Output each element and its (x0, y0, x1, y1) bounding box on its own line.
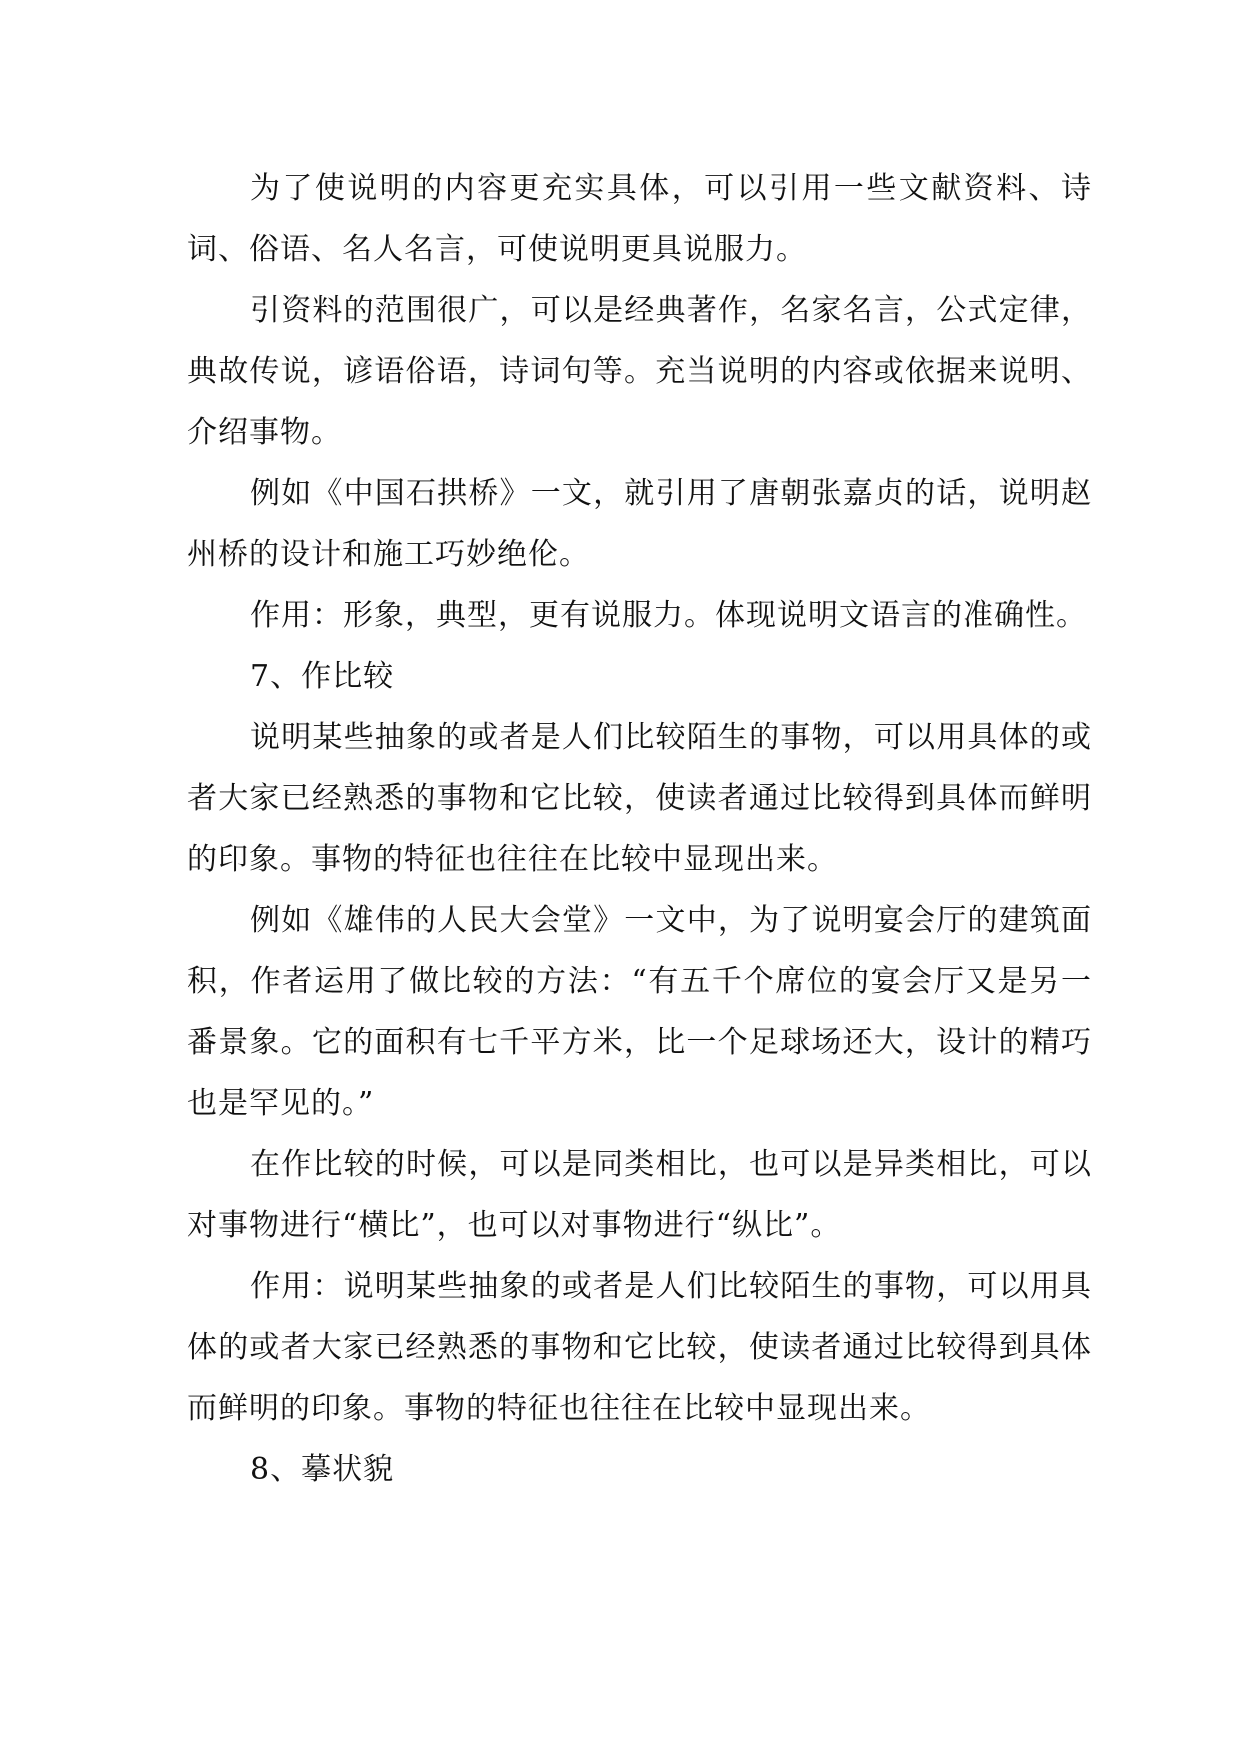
paragraph-comparison-types: 在作比较的时候，可以是同类相比，也可以是异类相比，可以对事物进行“横比”，也可以对事物进行“纵比”。 (187, 1147, 1092, 1243)
paragraph-material-scope: 引资料的范围很广，可以是经典著作，名家名言，公式定律，典故传说，谚语俗语，诗词句等。充当说明的内容或依据来说明、介绍事物。 (187, 293, 1092, 450)
paragraph-comparison-effect: 作用：说明某些抽象的或者是人们比较陌生的事物，可以用具体的或者大家已经熟悉的事物和它比较，使读者通过比较得到具体而鲜明的印象。事物的特征也往往在比较中显现出来。 (187, 1269, 1092, 1426)
paragraph-quoting-materials: 为了使说明的内容更充实具体，可以引用一些文献资料、诗词、俗语、名人名言，可使说明更具说服力。 (187, 171, 1092, 267)
paragraph-stone-bridge-example: 例如《中国石拱桥》一文，就引用了唐朝张嘉贞的话，说明赵州桥的设计和施工巧妙绝伦。 (187, 476, 1092, 572)
paragraph-quoting-effect: 作用：形象，典型，更有说服力。体现说明文语言的准确性。 (250, 598, 1087, 633)
section-heading-description: 8、摹状貌 (250, 1452, 395, 1487)
paragraph-comparison-definition: 说明某些抽象的或者是人们比较陌生的事物，可以用具体的或者大家已经熟悉的事物和它比较，使读者通过比较得到具体而鲜明的印象。事物的特征也往往在比较中显现出来。 (187, 720, 1092, 877)
document-body (187, 158, 1092, 1500)
section-heading-comparison: 7、作比较 (250, 659, 395, 694)
paragraph-great-hall-example: 例如《雄伟的人民大会堂》一文中，为了说明宴会厅的建筑面积，作者运用了做比较的方法：“有五千个席位的宴会厅又是另一番景象。它的面积有七千平方米，比一个足球场还大，设计的精巧也是罕见的。” (187, 903, 1092, 1121)
